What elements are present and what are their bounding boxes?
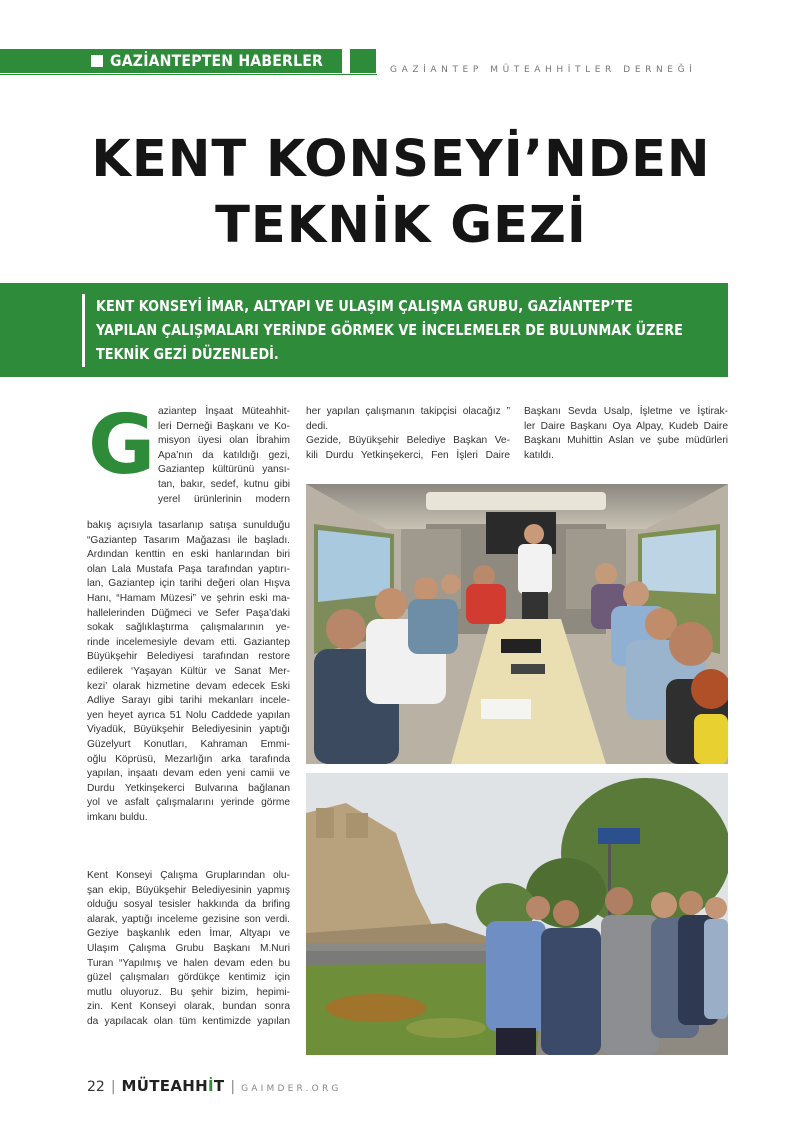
lead-text bbox=[96, 294, 683, 366]
section-square-icon bbox=[91, 55, 103, 67]
text-line: yapılan, inşaatı devam eden yeni camii ve bbox=[87, 768, 290, 780]
lead-accent-bar bbox=[82, 294, 85, 367]
text-line: Gezide, Büyükşehir Belediye Başkan Ve- bbox=[306, 435, 510, 447]
text-line: Durdu Yetkinşekerci Bulvarına bağlanan bbox=[87, 782, 290, 794]
text-line: Hanı, “Hamam Müzesi” ve şehrin eski ma- bbox=[87, 592, 290, 604]
text-line: bakış açısıyla tasarlanıp satışa sunulduğu bbox=[87, 520, 290, 531]
text-line: edilerek ‘Yaşayan Kültür ve Sanat Mer- bbox=[87, 665, 290, 677]
magazine-name-part: T bbox=[213, 1077, 225, 1095]
drop-cap: G bbox=[88, 398, 156, 493]
text-line: kili Durdu Yetkinşekerci, Fen İşleri Daire bbox=[306, 449, 510, 461]
header-accent-square bbox=[350, 49, 376, 73]
text-line: Büyükşehir Belediyesi tarafından restore bbox=[87, 651, 290, 663]
text-line: imkanı buldu. bbox=[87, 811, 148, 823]
text-line: Gaziantep kültürünü yansı- bbox=[158, 464, 290, 476]
text-line: hallelerinden Düğmeci ve Sefer Paşa’daki bbox=[87, 607, 290, 619]
article-title-line2: TEKNİK GEZİ bbox=[215, 196, 587, 255]
text-line: yol ve asfalt çalışmalarını yerinde görme bbox=[87, 797, 290, 809]
text-line: Kent Konseyi Çalışma Gruplarından olu- bbox=[87, 870, 290, 881]
text-line: dedi. bbox=[306, 420, 329, 432]
text-line: kezi’ olarak hizmetine devam edecek Eski bbox=[87, 680, 290, 692]
lead-line: KENT KONSEYİ İMAR, ALTYAPI VE ULAŞIM ÇALIŞMA GRUBU, GAZİANTEP’TE bbox=[96, 297, 633, 315]
section-header-bar bbox=[0, 49, 342, 73]
magazine-name bbox=[122, 1077, 225, 1095]
text-line: Güzelyurt Konutları, Kahraman Emmi- bbox=[87, 738, 290, 750]
text-line: sokak sağlıklaştırma çalışmalarının ye- bbox=[87, 622, 290, 634]
text-line: güzel çalışmaları gördükçe kentimiz için bbox=[87, 972, 290, 984]
magazine-name-part: MÜTEAHH bbox=[121, 1077, 208, 1095]
photo-bus-meeting-image bbox=[306, 484, 728, 764]
text-line: olan Lala Mustafa Paşa tarafından yaptırı- bbox=[87, 563, 290, 575]
text-line: her yapılan çalışmanın takipçisi olacağız ” bbox=[306, 406, 510, 417]
text-line: Adliye Sarayı gibi tarihi mekanları incele- bbox=[87, 695, 290, 707]
column2-text bbox=[306, 405, 510, 463]
text-line: Ardından kenttin en eski hanlarından biri bbox=[87, 549, 290, 561]
text-line: leri Derneği Başkanı ve Ko- bbox=[158, 420, 290, 432]
text-line: olduğu sosyal tesisler hakkında da brifing bbox=[87, 899, 290, 911]
header-rule bbox=[0, 74, 377, 75]
text-line: misyon üyesi olan İbrahim bbox=[158, 435, 290, 447]
column1-intro bbox=[158, 405, 290, 507]
column1-paragraph2 bbox=[87, 869, 290, 1030]
footer-separator: | bbox=[110, 1079, 116, 1095]
text-line: katıldı. bbox=[524, 449, 555, 461]
text-line: “Gaziantep Tasarım Mağazası ile başladı. bbox=[87, 534, 290, 546]
text-line: Turan “Yapılmış ve halen devam eden bu bbox=[87, 957, 290, 969]
text-line: ler Daire Başkanı Oya Alpay, Kudeb Daire bbox=[524, 420, 728, 432]
lead-line: TEKNİK GEZİ DÜZENLEDİ. bbox=[96, 345, 279, 363]
photo-outdoor-group-image bbox=[306, 773, 728, 1055]
page-footer bbox=[87, 1076, 342, 1095]
article-title-line1: KENT KONSEYİ’NDEN bbox=[91, 130, 711, 189]
lead-band bbox=[0, 283, 728, 377]
text-line: tan, bakır, sedef, kutnu gibi bbox=[158, 478, 290, 490]
website: GAIMDER.ORG bbox=[241, 1084, 342, 1094]
text-line: zin. Kent Konseyi olarak, bundan sonra bbox=[87, 1001, 290, 1013]
text-line: lan, Gaziantep için tarihi değeri olan Hışva bbox=[87, 578, 290, 590]
footer-separator: | bbox=[230, 1079, 236, 1095]
text-line: yen heyet ayrıca 51 Nolu Caddede yapılan bbox=[87, 709, 290, 721]
photo-outdoor-group bbox=[306, 773, 728, 1055]
text-line: Başkanı Sevda Usalp, İşletme ve İştirak- bbox=[524, 406, 728, 417]
photo-bus-meeting bbox=[306, 484, 728, 764]
text-line: Ulaşım Çalışma Grubu Başkanı M.Nuri bbox=[87, 942, 290, 954]
text-line: Apa’nın da katıldığı gezi, bbox=[158, 449, 290, 461]
magazine-name-accent: İ bbox=[207, 1077, 214, 1095]
text-line: alarak, yaptığı inceleme gezisine son verdi. bbox=[87, 913, 290, 925]
text-line: mutlu oluyoruz. Bu şehir bizim, hepimi- bbox=[87, 986, 290, 998]
lead-line: YAPILAN ÇALIŞMALARI YERİNDE GÖRMEK VE İNCELEMELER DE BULUNMAK ÜZERE bbox=[96, 321, 683, 339]
text-line: şan ekip, Büyükşehir Belediyesinin yapmış bbox=[87, 884, 290, 896]
text-line: aziantep İnşaat Müteahhit- bbox=[158, 406, 290, 417]
text-line: Başkanı Muhittin Aslan ve şube müdürleri bbox=[524, 435, 728, 447]
text-line: oğlu Köprüsü, Mezarlığın arka tarafında bbox=[87, 753, 290, 765]
section-title: GAZİANTEPTEN HABERLER bbox=[110, 51, 324, 70]
text-line: yerel ürünlerinin modern bbox=[158, 493, 290, 505]
text-line: Viyadük, Büyükşehir Belediyesinin yaptığı bbox=[87, 724, 290, 736]
organization-name: GAZİANTEP MÜTEAHHİTLER DERNEĞİ bbox=[390, 65, 697, 75]
text-line: rinde incelemesiyle devam etti. Gaziantep bbox=[87, 636, 290, 648]
text-line: Geziye başkanlık eden İmar, Altyapı ve bbox=[87, 928, 290, 940]
text-line: da yapılacak olan tüm kentimizde yapılan bbox=[87, 1015, 290, 1027]
column3-text bbox=[524, 405, 728, 463]
column1-body bbox=[87, 519, 290, 825]
page-number: 22 bbox=[87, 1079, 105, 1095]
